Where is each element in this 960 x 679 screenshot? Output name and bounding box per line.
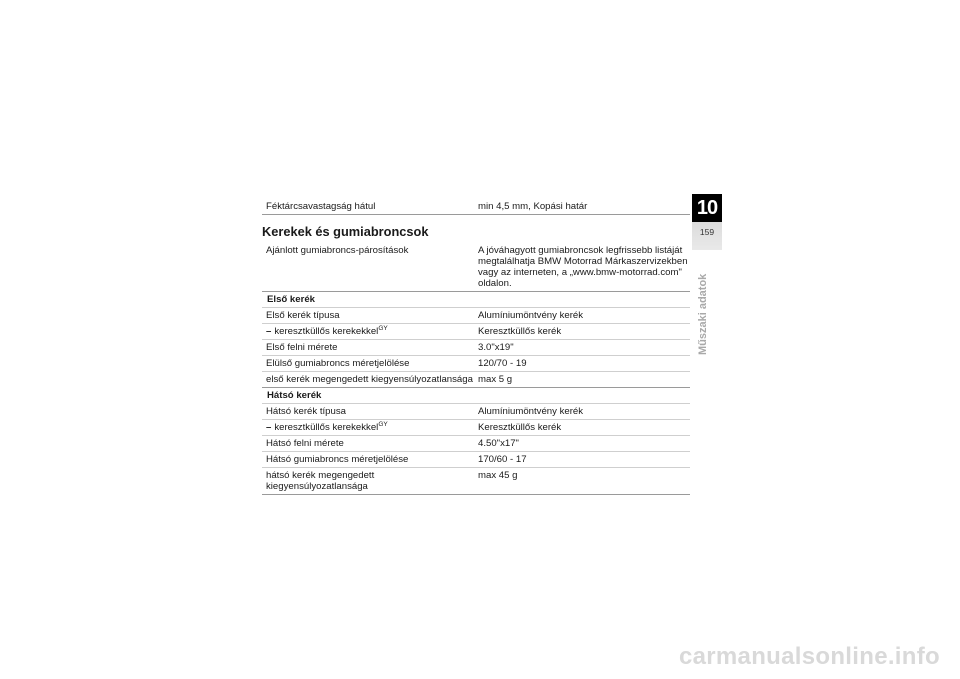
dash-bullet: –	[266, 326, 272, 337]
row-label	[262, 326, 474, 337]
table-row	[262, 308, 690, 324]
row-label: Hátsó kerék típusa	[266, 406, 346, 417]
row-value: A jóváhagyott gumiabroncsok legfrissebb listáját megtalálhatja BMW Motorrad Márkaszervizekben vagy az interneten, a „www.bmw-motorrad.com" oldalon.	[478, 245, 688, 289]
row-value: Keresztküllős kerék	[478, 422, 562, 433]
table-row	[262, 324, 690, 340]
dash-bullet: –	[266, 422, 272, 433]
footnote-mark: GY	[378, 325, 388, 332]
chapter-tab	[692, 194, 722, 250]
row-label: Ajánlott gumiabroncs-párosítások	[266, 245, 409, 256]
group-heading-rear	[262, 388, 690, 404]
row-label: Féktárcsavastagság hátul	[266, 201, 376, 212]
row-value: Alumíniumöntvény kerék	[478, 310, 584, 321]
row-value: Keresztküllős kerék	[478, 326, 562, 337]
page-number: 159	[699, 227, 715, 237]
row-label: első kerék megengedett kiegyensúlyozatlansága	[266, 374, 473, 385]
table-row	[262, 340, 690, 356]
row-label	[262, 422, 474, 433]
spec-table	[262, 199, 690, 495]
chapter-title-vertical: Műszaki adatok	[697, 273, 709, 355]
table-row	[262, 356, 690, 372]
watermark: carmanualsonline.info	[678, 643, 940, 670]
row-value: min 4,5 mm, Kopási határ	[478, 201, 588, 212]
row-label: Hátsó felni mérete	[266, 438, 344, 449]
row-value: 170/60 - 17	[478, 454, 527, 465]
row-value: 4.50"x17"	[478, 438, 519, 449]
table-row	[262, 436, 690, 452]
row-label: Első felni mérete	[266, 342, 338, 353]
row-value: max 45 g	[478, 470, 518, 481]
row-value: Alumíniumöntvény kerék	[478, 406, 584, 417]
row-label: hátsó kerék megengedett kiegyensúlyozatlansága	[266, 470, 375, 492]
row-label: Hátsó gumiabroncs méretjelölése	[266, 454, 409, 465]
footnote-mark: GY	[378, 421, 388, 428]
row-label-text: keresztküllős kerekekkel	[274, 326, 379, 337]
table-row	[262, 420, 690, 436]
row-label: Első kerék típusa	[266, 310, 340, 321]
table-row	[262, 199, 690, 215]
group-heading: Első kerék	[267, 294, 316, 305]
group-heading-front	[262, 292, 690, 308]
row-value: 120/70 - 19	[478, 358, 527, 369]
table-row	[262, 468, 690, 495]
table-row	[262, 452, 690, 468]
row-value: 3.0"x19"	[478, 342, 514, 353]
table-row	[262, 372, 690, 388]
row-label-text: keresztküllős kerekekkel	[274, 422, 379, 433]
row-label: Elülső gumiabroncs méretjelölése	[266, 358, 410, 369]
table-row	[262, 243, 690, 292]
row-value: max 5 g	[478, 374, 513, 385]
chapter-number: 10	[692, 194, 722, 222]
group-heading: Hátsó kerék	[267, 390, 322, 401]
table-row	[262, 404, 690, 420]
section-title: Kerekek és gumiabroncsok	[262, 224, 429, 239]
